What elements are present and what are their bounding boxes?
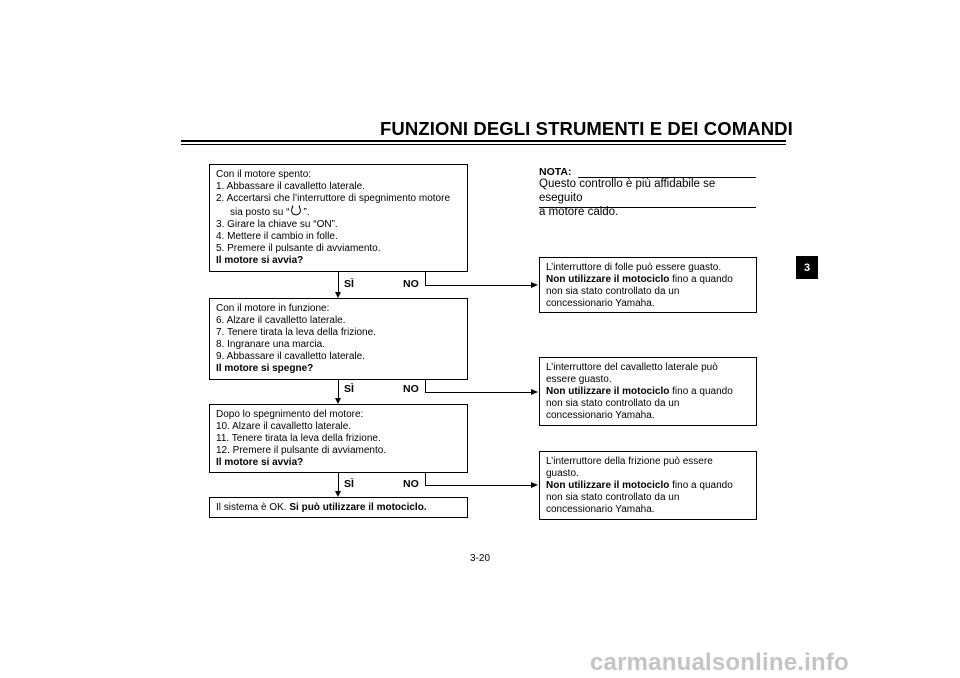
watermark: carmanualsonline.info [590, 649, 849, 676]
connector-line [425, 285, 531, 286]
result-text: concessionario Yamaha. [546, 298, 655, 309]
result-box-2 [539, 357, 757, 426]
result-warning: Non utilizzare il motociclo [546, 480, 670, 491]
connector-line [425, 473, 426, 485]
result-text: non sia stato controllato da un [546, 398, 680, 409]
arrow-down [335, 398, 341, 404]
step-text: 4. Mettere il cambio in folle. [216, 231, 338, 242]
result-text: non sia stato controllato da un [546, 492, 680, 503]
step-text [216, 205, 461, 219]
note-label: NOTA: [539, 166, 572, 178]
result-text-part: fino a quando [672, 386, 733, 397]
step-text: 8. Ingranare una marcia. [216, 339, 325, 350]
result-box-3 [539, 451, 757, 520]
step-text: 2. Accertarsi che l’interruttore di spegnimento motore [216, 193, 450, 204]
arrow-right [531, 389, 538, 395]
engine-stop-switch-icon [289, 205, 303, 216]
step-text: Con il motore spento: [216, 169, 312, 180]
arrow-right [531, 282, 538, 288]
step-text: 9. Abbassare il cavalletto laterale. [216, 351, 365, 362]
connector-line [425, 485, 531, 486]
step-text: 7. Tenere tirata la leva della frizione. [216, 327, 376, 338]
note-bottom-rule [539, 207, 756, 208]
step-text: 6. Alzare il cavalletto laterale. [216, 315, 346, 326]
final-text [216, 502, 461, 514]
arrow-down [335, 491, 341, 497]
step-text: 5. Premere il pulsante di avviamento. [216, 243, 381, 254]
connector-line [425, 272, 426, 285]
yes-label: SÌ [344, 478, 354, 490]
page-title: FUNZIONI DEGLI STRUMENTI E DEI COMANDI [380, 118, 793, 139]
step-question: Il motore si avvia? [216, 255, 304, 266]
yes-label: SÌ [344, 278, 354, 290]
connector-line [338, 380, 339, 398]
result-text: concessionario Yamaha. [546, 504, 655, 515]
step-text: 10. Alzare il cavalletto laterale. [216, 421, 352, 432]
step-text: 3. Girare la chiave su “ON”. [216, 219, 338, 230]
step-text: 12. Premere il pulsante di avviamento. [216, 445, 387, 456]
connector-line [338, 473, 339, 491]
note-line-2: a motore caldo. [539, 206, 619, 218]
note-line-1: Questo controllo è più affidabile se eseguito [539, 178, 716, 204]
chapter-tab: 3 [796, 256, 818, 279]
no-label: NO [403, 383, 419, 395]
result-text-part: fino a quando [672, 274, 733, 285]
result-text: non sia stato controllato da un [546, 286, 680, 297]
arrow-down [335, 292, 341, 298]
result-text: concessionario Yamaha. [546, 410, 655, 421]
step-text-part: ”. [303, 207, 310, 218]
step-text-part: sia posto su “ [230, 207, 290, 218]
result-text: essere guasto. [546, 374, 612, 385]
page-number: 3-20 [470, 553, 491, 564]
result-warning: Non utilizzare il motociclo [546, 274, 670, 285]
result-text: L’interruttore del cavalletto laterale può [546, 362, 718, 373]
connector-line [425, 380, 426, 392]
result-text: L’interruttore di folle può essere guasto. [546, 262, 722, 273]
result-text [546, 386, 750, 398]
header-rule [181, 140, 786, 142]
step-text: 11. Tenere tirata la leva della frizione. [216, 433, 381, 444]
no-label: NO [403, 478, 419, 490]
step-text: Con il motore in funzione: [216, 303, 330, 314]
connector-line [338, 272, 339, 292]
step-box-3 [209, 404, 468, 473]
yes-label: SÌ [344, 383, 354, 395]
step-question: Il motore si avvia? [216, 457, 304, 468]
result-warning: Non utilizzare il motociclo [546, 386, 670, 397]
result-box-1 [539, 257, 757, 313]
final-box [209, 497, 468, 518]
step-box-1 [209, 164, 468, 272]
result-text [546, 274, 750, 286]
step-text: Dopo lo spegnimento del motore: [216, 409, 364, 420]
no-label: NO [403, 278, 419, 290]
result-text [546, 480, 750, 492]
result-text: guasto. [546, 468, 579, 479]
step-box-2 [209, 298, 468, 380]
step-text: 1. Abbassare il cavalletto laterale. [216, 181, 365, 192]
arrow-right [531, 482, 538, 488]
result-text-part: fino a quando [672, 480, 733, 491]
step-question: Il motore si spegne? [216, 363, 314, 374]
result-text: L’interruttore della frizione può essere [546, 456, 713, 467]
final-text-bold: Si può utilizzare il motociclo. [289, 502, 427, 513]
connector-line [425, 392, 531, 393]
note-text [539, 177, 761, 219]
final-text-plain: Il sistema è OK. [216, 502, 287, 513]
header-rule-thin [181, 144, 786, 145]
